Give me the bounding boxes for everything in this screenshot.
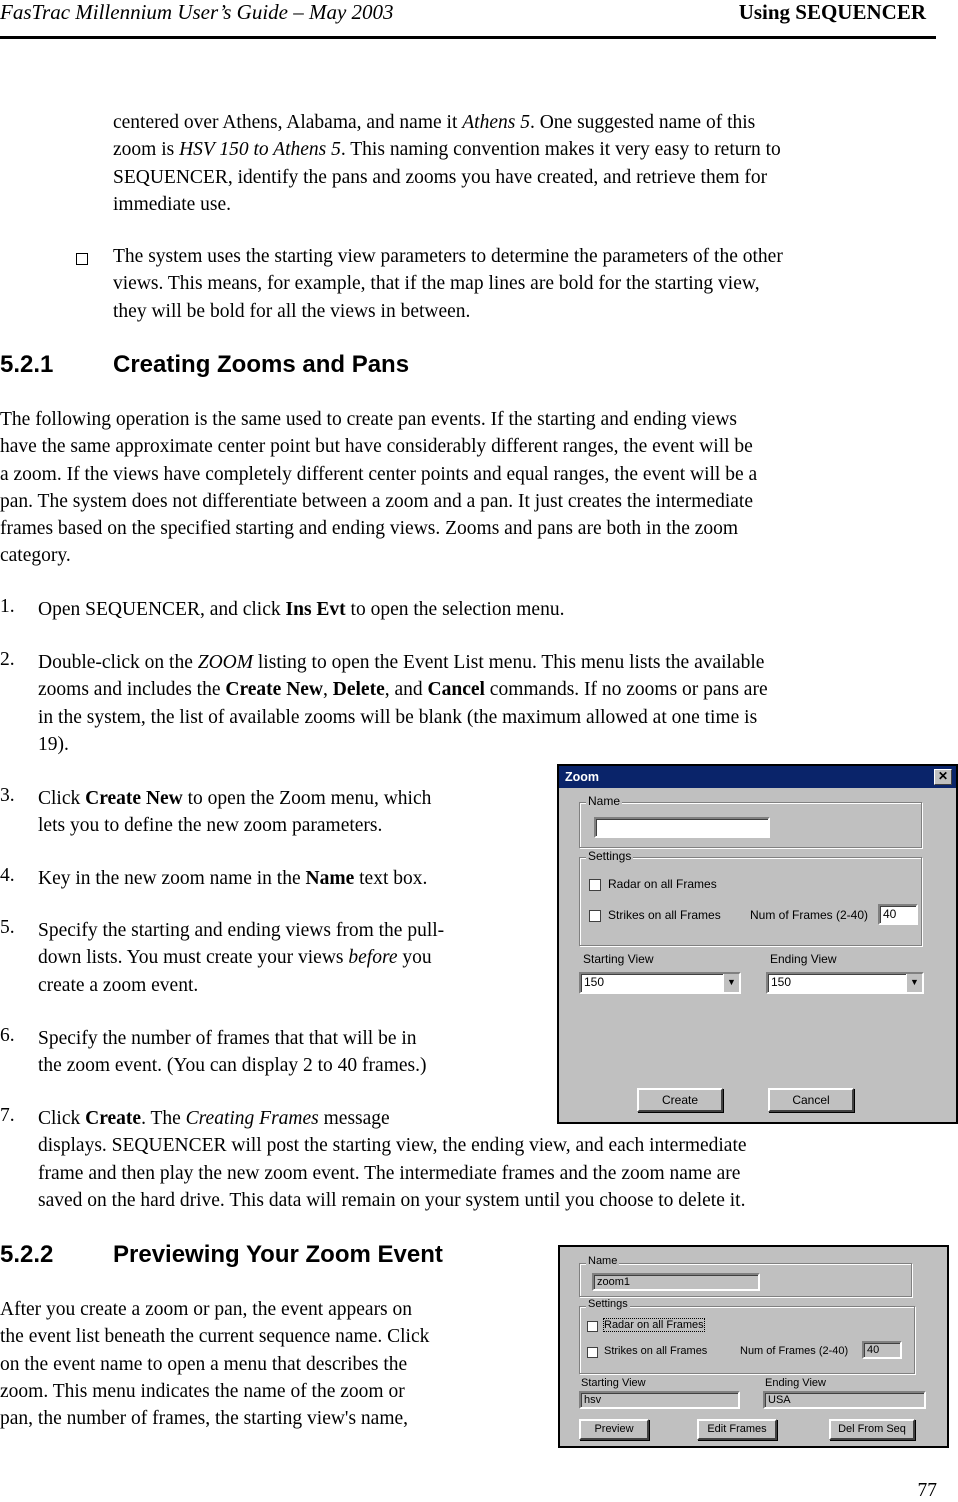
step-6-number: 6. xyxy=(0,1025,15,1046)
bullet-checkbox-icon xyxy=(76,253,88,265)
strikes-checkbox-label: Strikes on all Frames xyxy=(604,1345,708,1357)
radar-checkbox[interactable] xyxy=(587,1321,598,1332)
step-5-number: 5. xyxy=(0,917,15,938)
zoom-name-field: zoom1 xyxy=(592,1273,760,1291)
num-frames-input[interactable]: 40 xyxy=(878,904,918,925)
starting-view-label: Starting View xyxy=(581,1377,646,1389)
step-1-number: 1. xyxy=(0,596,15,617)
settings-group xyxy=(579,1298,915,1374)
intro-paragraph: centered over Athens, Alabama, and name it Athens 5. One suggested name of this zoom is HSV 150 to Athens 5. This naming convention makes it very easy to return to SEQUENCER, identify the pans and zooms you have created, and retrieve them for immediate use. xyxy=(113,112,781,215)
radar-checkbox[interactable] xyxy=(589,879,601,891)
starting-view-label: Starting View xyxy=(583,952,654,966)
bullet-paragraph: The system uses the starting view parameters to determine the parameters of the other views. This means, for example, that if the map lines are bold for the starting view, they will be bold for all the views in between. xyxy=(113,246,783,322)
name-group-label: Name xyxy=(588,1255,618,1267)
step-2-text: Double-click on the ZOOM listing to open the Event List menu. This menu lists the available zooms and includes the Create New, Delete, and Cancel commands. If no zooms or pans are in the system, the list of available zooms will be blank (the maximum allowed at one time is 19). xyxy=(38,652,768,755)
running-header-right: Using SEQUENCER xyxy=(738,0,926,24)
zoom-dialog-title: Zoom xyxy=(565,770,600,784)
zoom-dialog xyxy=(557,764,958,1124)
close-icon[interactable]: ✕ xyxy=(934,769,952,785)
step-4-number: 4. xyxy=(0,865,15,886)
zoom-event-dialog xyxy=(558,1245,949,1448)
ending-view-label: Ending View xyxy=(765,1377,826,1389)
section-heading-5-2-1: 5.2.1 Creating Zooms and Pans xyxy=(0,351,410,378)
step-5-text: Specify the starting and ending views from the pull- down lists. You must create your views before you create a zoom event. xyxy=(38,920,445,996)
starting-view-value: 150 xyxy=(584,975,605,989)
zoom-dialog-titlebar xyxy=(559,766,956,788)
settings-group-label: Settings xyxy=(588,849,632,863)
step-3-number: 3. xyxy=(0,785,15,806)
num-frames-label: Num of Frames (2-40) xyxy=(740,1345,849,1357)
name-group xyxy=(579,794,922,848)
preview-button[interactable]: Preview xyxy=(579,1419,649,1440)
num-frames-field: 40 xyxy=(862,1341,902,1359)
step-7-text: Click Create. The Creating Frames message displays. SEQUENCER will post the starting view, the ending view, and each intermediate frame and then play the new zoom event. The intermediate frames and the zoom name are saved on the hard drive. This data will remain on your system until you choose to delete it. xyxy=(38,1108,747,1211)
step-6-text: Specify the number of frames that that will be in the zoom event. (You can display 2 to 40 frames.) xyxy=(38,1028,427,1077)
cancel-button[interactable]: Cancel xyxy=(768,1088,854,1112)
dropdown-arrow-icon[interactable]: ▼ xyxy=(723,974,739,992)
num-frames-label: Num of Frames (2-40) xyxy=(750,908,869,922)
section-heading-5-2-2: 5.2.2 Previewing Your Zoom Event xyxy=(0,1241,443,1268)
edit-frames-button[interactable]: Edit Frames xyxy=(697,1419,777,1440)
step-1-text: Open SEQUENCER, and click Ins Evt to open the selection menu. xyxy=(38,599,565,620)
create-button[interactable]: Create xyxy=(637,1088,723,1112)
name-group-label: Name xyxy=(588,794,621,808)
strikes-checkbox[interactable] xyxy=(587,1347,598,1358)
strikes-checkbox[interactable] xyxy=(589,910,601,922)
step-3-text: Click Create New to open the Zoom menu, which lets you to define the new zoom parameters. xyxy=(38,788,432,837)
ending-view-field: USA xyxy=(763,1391,926,1409)
name-group xyxy=(579,1255,912,1297)
section-5-2-2-paragraph: After you create a zoom or pan, the event appears on the event list beneath the current sequence name. Click on the event name to open a menu that describes the zoom. This menu indicates the name of the zoom or pan, the number of frames, the starting view's name, xyxy=(0,1299,430,1430)
starting-view-field: hsv xyxy=(579,1391,740,1409)
step-2-number: 2. xyxy=(0,649,15,670)
step-7-number: 7. xyxy=(0,1105,15,1126)
settings-group-label: Settings xyxy=(588,1298,628,1310)
ending-view-select[interactable] xyxy=(766,972,924,994)
dropdown-arrow-icon[interactable]: ▼ xyxy=(906,974,922,992)
settings-group xyxy=(579,849,922,946)
del-from-seq-button[interactable]: Del From Seq xyxy=(829,1419,915,1440)
ending-view-label: Ending View xyxy=(770,952,837,966)
ending-view-value: 150 xyxy=(771,975,792,989)
strikes-checkbox-label: Strikes on all Frames xyxy=(608,908,721,922)
zoom-name-input[interactable] xyxy=(594,817,770,838)
step-4-text: Key in the new zoom name in the Name text box. xyxy=(38,868,428,889)
running-header-left: FasTrac Millennium User’s Guide – May 2003 xyxy=(0,0,394,24)
page-number: 77 xyxy=(917,1480,937,1501)
section-5-2-1-paragraph: The following operation is the same used to create pan events. If the starting and ending views have the same approximate center point but have considerably different ranges, the event will be a zoom. If the views have completely different center points and equal ranges, the event will be a pan. The system does not differentiate between a zoom and a pan. It just creates the intermediate frames based on the specified starting and ending views. Zooms and pans are both in the zoom category. xyxy=(0,409,758,567)
header-rule xyxy=(0,36,936,39)
starting-view-select[interactable] xyxy=(579,972,741,994)
radar-checkbox-label: Radar on all Frames xyxy=(604,1319,704,1331)
radar-checkbox-label: Radar on all Frames xyxy=(608,877,717,891)
